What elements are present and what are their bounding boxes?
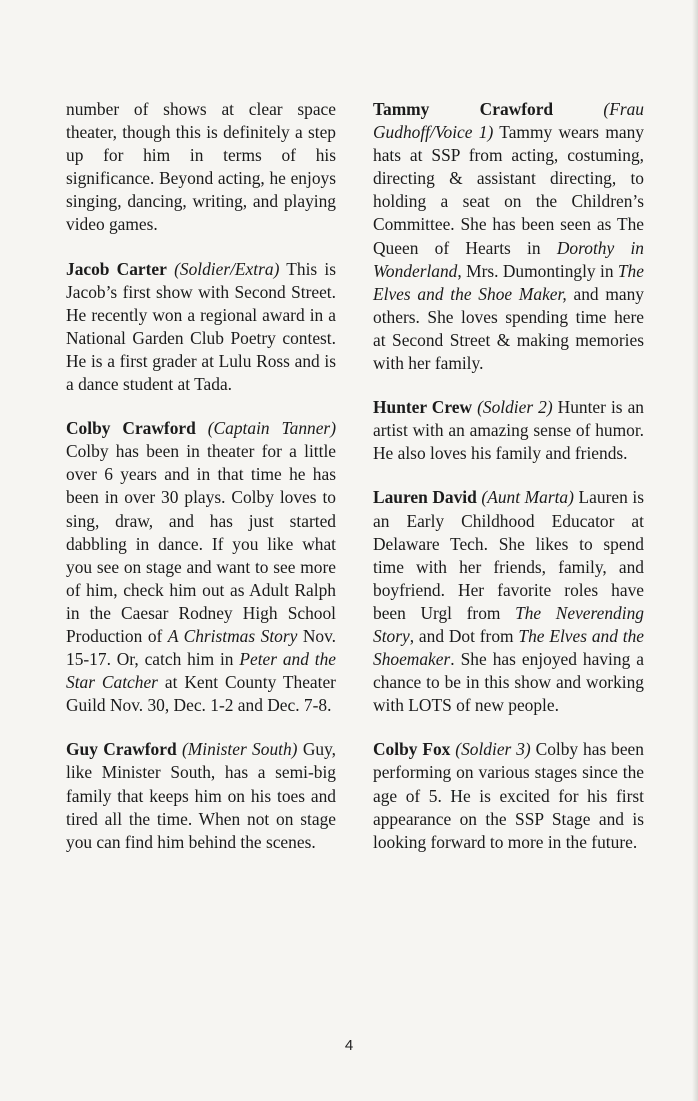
bio-name: Tammy Crawford (373, 99, 554, 119)
bio-colby-fox (373, 738, 644, 853)
show-title: Dorothy in Wonderland (373, 237, 644, 281)
continued-bio-text: number of shows at clear space theater, though this is definitely a step up for him in terms of his significance. Beyond acting, he enjoys singing, dancing, writing, and playing video games. (66, 99, 336, 235)
bio-text: . She has enjoyed having a chance to be in this show and working with LOTS of new people. (373, 649, 644, 716)
show-title: A Christmas Story (167, 625, 298, 646)
bio-text: , and Dot from (409, 625, 514, 646)
bio-text: Nov. 15-17. Or, catch him in (66, 625, 337, 670)
bio-name: Hunter Crew (373, 397, 473, 418)
bio-name: Lauren David (373, 487, 477, 508)
bio-text: This is Jacob’s first show with Second Street. He recently won a regional award in a National Garden Club Poetry contest. He is a first grader at Lulu Ross and is a dance student at Tada. (66, 258, 336, 395)
show-title: Peter and the Star Catcher (66, 649, 337, 693)
bio-name: Colby Fox (373, 739, 451, 760)
bio-role: (Soldier 2) (477, 397, 553, 418)
bio-tammy-crawford (373, 98, 644, 375)
bio-text: , Mrs. Dumontingly in (457, 260, 614, 281)
right-column (373, 98, 644, 875)
bio-text: Lauren is an Early Childhood Educator at Delaware Tech. She likes to spend time with her friends, family, and boyfriend. Her favorite roles have been Urgl from (373, 487, 644, 623)
bio-text: Colby has been performing on various stages since the age of 5. He is excited for his first appearance on the SSP Stage and is looking forward to more in the future. (373, 739, 644, 852)
bio-role: (Minister South) (182, 739, 298, 760)
bio-text: Tammy wears many hats at SSP from acting, costuming, directing & assistant directing, to holding a seat on the Children’s Committee. She has been seen as The Queen of Hearts in (373, 122, 644, 258)
bio-text: Guy, like Minister South, has a semi-big family that keeps him on his toes and tired all the time. When not on stage you can find him behind the scenes. (66, 739, 336, 852)
bio-guy-crawford (66, 738, 336, 853)
bio-text: and many others. She loves spending time here at Second Street & making memories with her family. (373, 283, 645, 374)
bio-text: at Kent County Theater Guild Nov. 30, Dec. 1-2 and Dec. 7-8. (66, 672, 336, 716)
show-title: The Neverending Story (373, 602, 644, 646)
bio-text: Colby has been in theater for a little over 6 years and in that time he has been in over 30 plays. Colby loves to sing, draw, and has just started dabbling in dance. If you like what you see on stage and want to see more of him, check him out as Adult Ralph in the Caesar Rodney High School Production of (66, 441, 336, 646)
show-title: The Elves and the Shoe Maker, (373, 260, 644, 304)
bio-colby-crawford (66, 417, 336, 717)
bio-role: (Aunt Marta) (481, 487, 574, 508)
bio-jacob-carter (66, 258, 336, 397)
page-edge-shadow (692, 0, 698, 1101)
bio-role: (Soldier/Extra) (174, 258, 280, 279)
bio-role: (Soldier 3) (455, 739, 531, 760)
bio-name: Colby Crawford (66, 418, 196, 439)
show-title: The Elves and the Shoemaker (373, 625, 644, 670)
bio-role: (Frau Gudhoff/Voice 1) (373, 99, 644, 143)
bio-name: Guy Crawford (66, 739, 177, 760)
bio-role: (Captain Tanner) (207, 418, 336, 439)
bio-lauren-david (373, 486, 644, 717)
page-number: 4 (344, 1037, 354, 1054)
bio-text: Hunter is an artist with an amazing sense of humor. He also loves his family and friends. (373, 397, 644, 464)
bio-hunter-crew (373, 396, 644, 465)
left-column (66, 98, 336, 875)
bio-name: Jacob Carter (66, 258, 167, 279)
